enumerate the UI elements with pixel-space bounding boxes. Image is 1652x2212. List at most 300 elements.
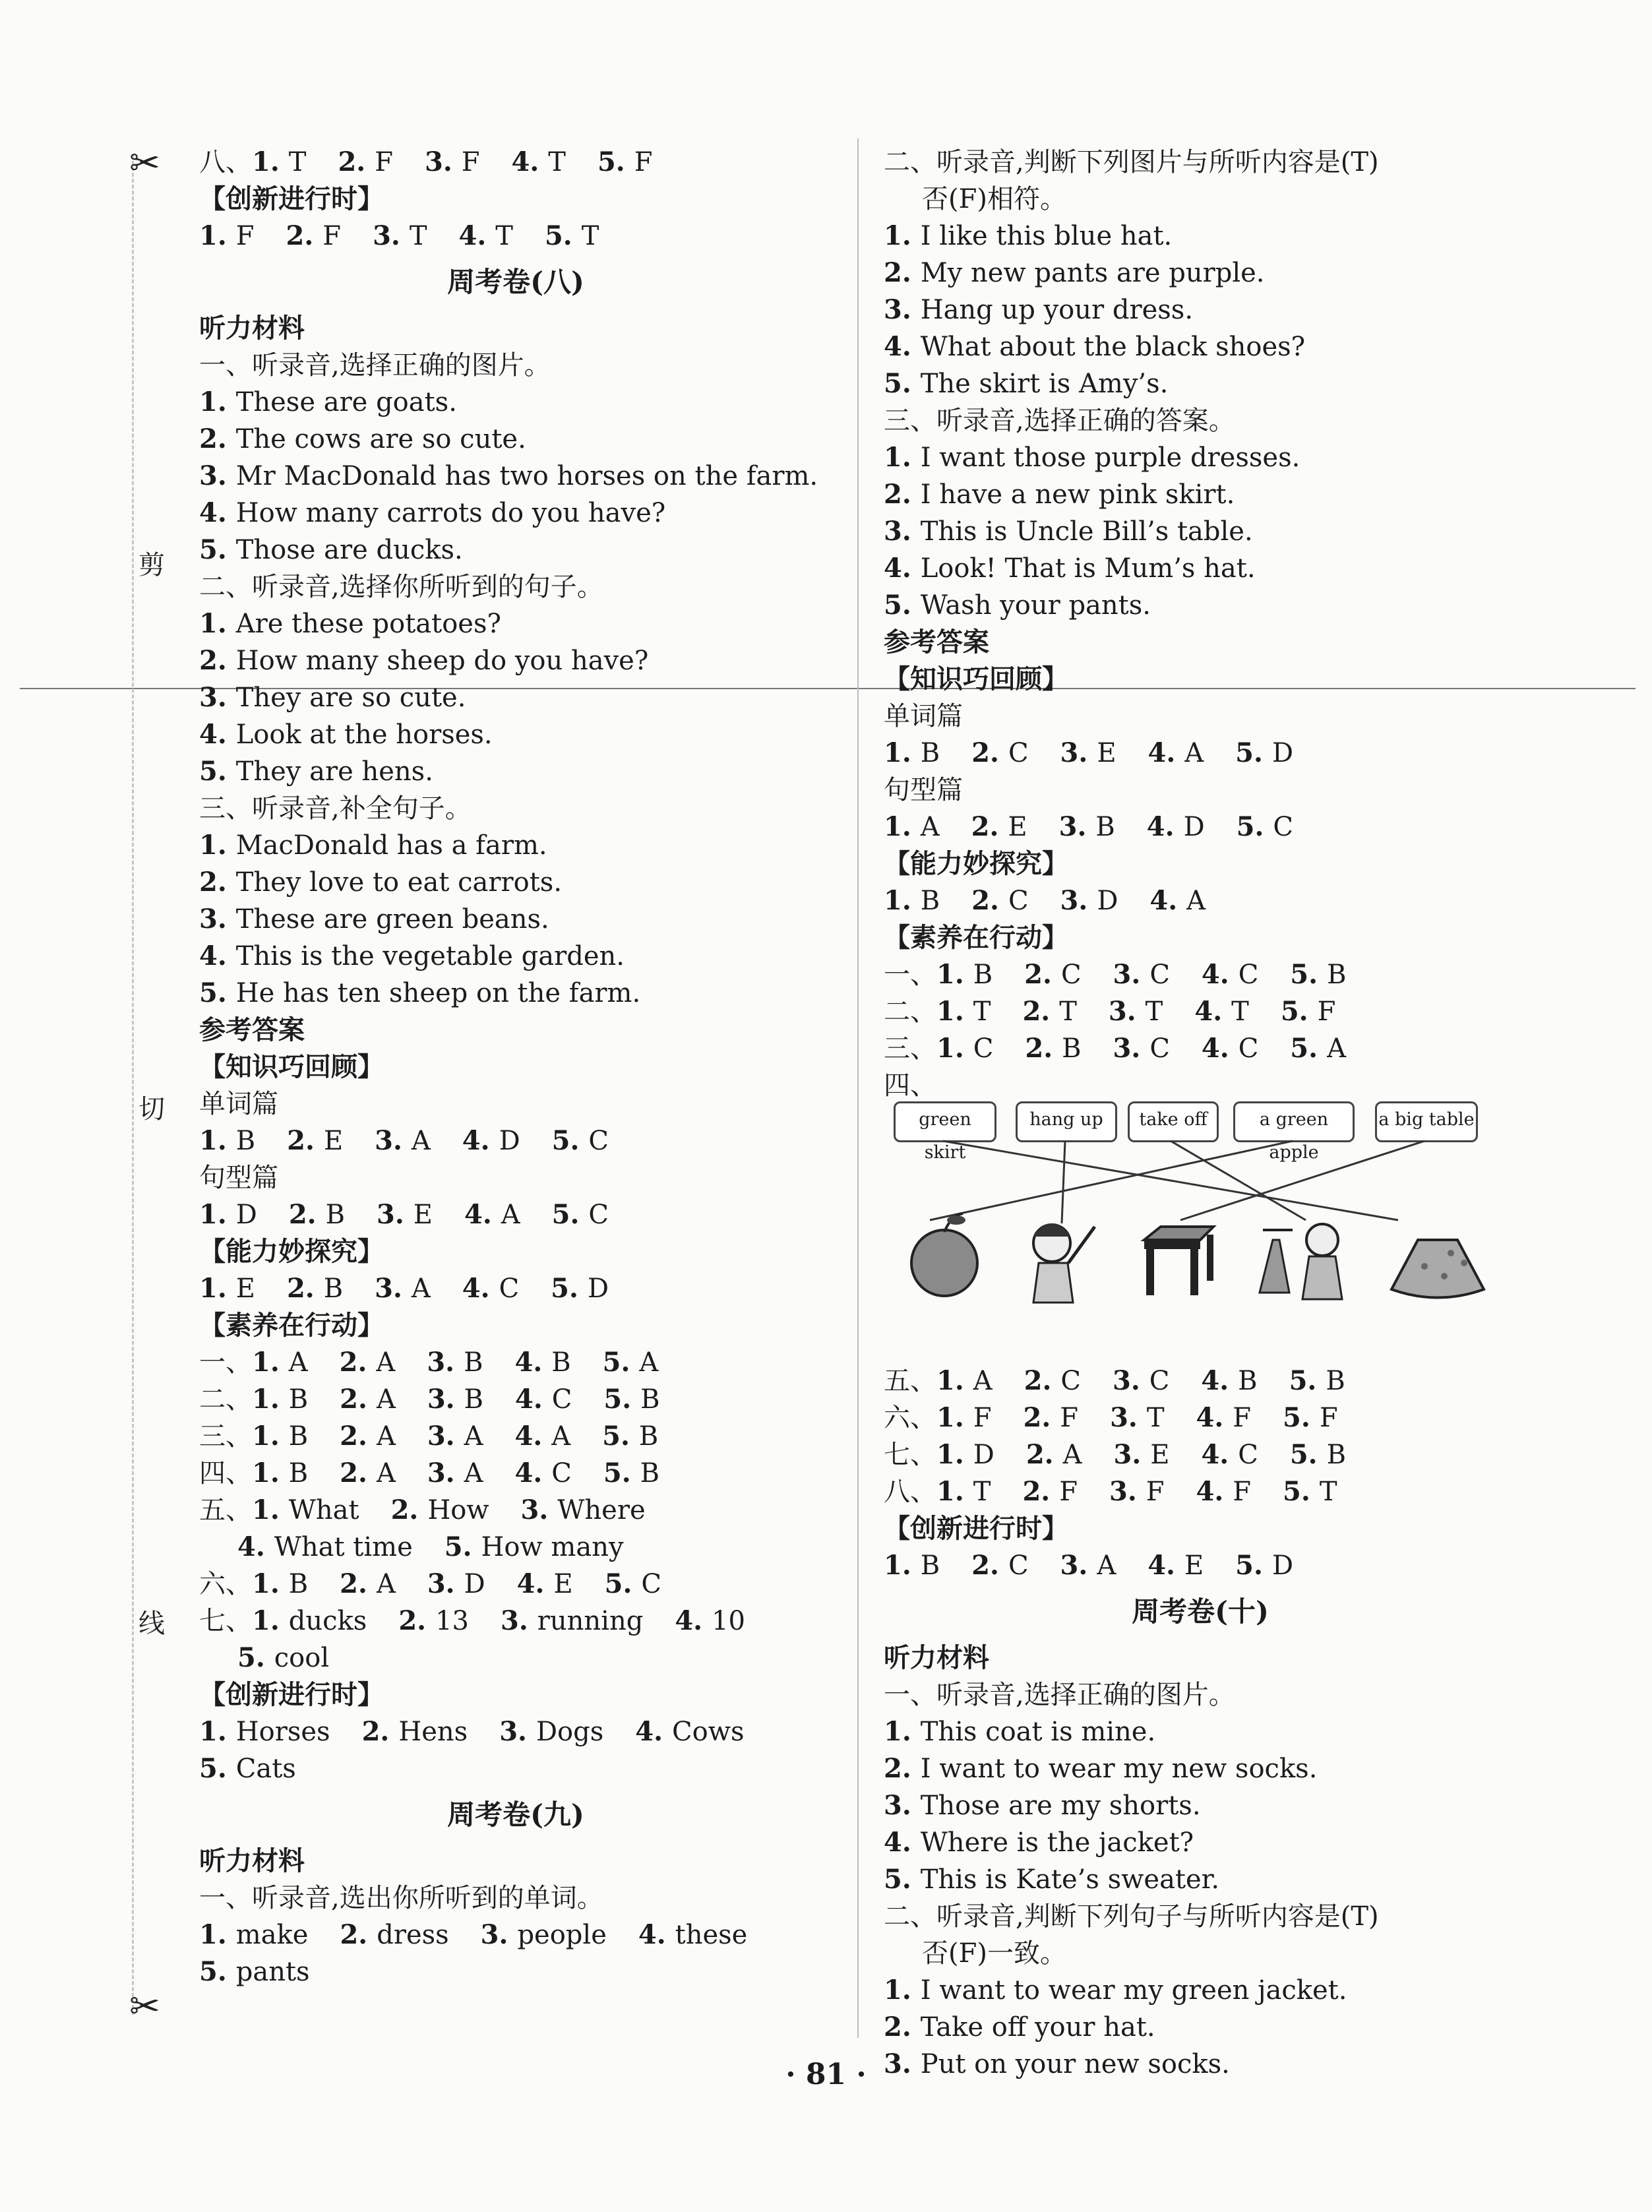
answer-value: B (1326, 1366, 1345, 1396)
answer-number: 3. (1110, 1402, 1138, 1433)
answer-number: 4. (1196, 1402, 1224, 1433)
item-text: Those are my shorts. (920, 1791, 1201, 1821)
answer-number: 1. (199, 1125, 227, 1156)
answer-number: 4. (1194, 996, 1223, 1027)
answer-number: 3. (427, 1458, 455, 1489)
answer-number: 5. (1290, 1033, 1318, 1064)
scissors-icon: ✂ (129, 1985, 160, 2028)
answer-number: 3. (1113, 1439, 1142, 1470)
item-number: 3. (199, 682, 236, 713)
section-heading: 【能力妙探究】 (884, 849, 1068, 879)
skirt-picture (1392, 1240, 1484, 1298)
row-prefix: 六、 (884, 1403, 936, 1433)
answer-number: 5. (237, 1642, 265, 1673)
answer-value: D (1271, 1551, 1294, 1581)
answer-value: B (1062, 1033, 1082, 1064)
answer-number: 4. (516, 1568, 545, 1599)
answer-value: E (323, 1126, 344, 1156)
answer-value: C (1060, 1366, 1082, 1396)
answer-value: B (1326, 1440, 1347, 1470)
answer-number: 4. (1147, 737, 1176, 768)
answer-value: A (639, 1347, 659, 1378)
answer-value: A (411, 1126, 431, 1156)
item-number: 5. (199, 534, 236, 565)
match-word-box: take off (1128, 1101, 1219, 1142)
answer-number: 2. (287, 1125, 315, 1156)
answer-value: F (235, 221, 255, 251)
answer-value: C (1149, 1033, 1170, 1064)
answer-number: 4. (638, 1919, 666, 1950)
answer-number: 2. (1025, 1439, 1054, 1470)
sub-label: 句型篇 (884, 775, 963, 805)
answer-number: 3. (1109, 1476, 1137, 1507)
answer-value: E (1184, 1551, 1204, 1581)
answer-number: 3. (375, 1273, 402, 1304)
answer-number: 1. (252, 1421, 280, 1452)
answer-number: 1. (936, 959, 964, 990)
answer-number: 2. (286, 1273, 315, 1304)
answer-value: T (1146, 1403, 1165, 1433)
question-heading: 二、听录音,判断下列图片与所听内容是(T) (884, 147, 1379, 177)
answer-number: 4. (1149, 885, 1178, 916)
section-heading: 【创新进行时】 (199, 1680, 384, 1710)
answer-number: 2. (1024, 1365, 1052, 1396)
answer-number: 2. (361, 1716, 390, 1747)
answer-number: 3. (377, 1199, 404, 1230)
item-text: Wash your pants. (920, 590, 1151, 621)
answer-number: 2. (971, 885, 999, 916)
answer-value: E (413, 1200, 433, 1230)
item-text: I want to wear my new socks. (920, 1754, 1318, 1784)
answer-value: C (1149, 960, 1170, 990)
answer-value: Cows (672, 1717, 745, 1747)
item-text: Hang up your dress. (920, 295, 1194, 325)
answer-number: 1. (884, 811, 911, 842)
item-number: 2. (884, 1753, 921, 1784)
match-word-box: green skirt (894, 1101, 996, 1142)
answer-value: pants (235, 1957, 310, 1987)
answer-number: 2. (340, 1919, 368, 1950)
answer-value: D (464, 1569, 485, 1599)
answer-value: running (537, 1606, 644, 1636)
section-heading: 参考答案 (199, 1015, 305, 1045)
item-text: How many carrots do you have? (235, 498, 666, 528)
item-text: Put on your new socks. (920, 2049, 1230, 2079)
item-number: 5. (199, 756, 236, 787)
page-number: · 81 · (785, 2058, 867, 2091)
section-heading: 【知识巧回顾】 (884, 664, 1068, 694)
section-heading: 听力材料 (199, 313, 305, 344)
item-text: This is Kate’s sweater. (920, 1864, 1220, 1895)
section-heading: 【素养在行动】 (884, 923, 1068, 953)
answer-value: C (973, 1033, 994, 1064)
item-text: This coat is mine. (920, 1717, 1156, 1747)
item-number: 5. (884, 1864, 921, 1895)
answer-number: 4. (511, 146, 539, 177)
answer-number: 3. (1060, 885, 1088, 916)
answer-value: cool (274, 1643, 330, 1673)
table-picture (1144, 1227, 1213, 1295)
answer-value: 10 (712, 1606, 745, 1636)
item-text: They love to eat carrots. (235, 867, 563, 898)
answer-value: D (1183, 812, 1205, 842)
item-text: Where is the jacket? (920, 1828, 1194, 1858)
answer-number: 4. (464, 1199, 492, 1230)
answer-value: people (517, 1920, 607, 1950)
answer-value: B (920, 886, 940, 916)
section-heading: 【创新进行时】 (199, 184, 384, 214)
answer-number: 4. (514, 1458, 543, 1489)
answer-value: B (1327, 960, 1347, 990)
section-heading: 参考答案 (884, 627, 989, 658)
answer-value: T (581, 221, 599, 251)
answer-number: 2. (338, 146, 366, 177)
answer-number: 3. (427, 1568, 455, 1599)
row-prefix: 三、 (199, 1421, 252, 1452)
answer-number: 1. (936, 996, 964, 1027)
item-number: 1. (884, 1716, 921, 1747)
answer-number: 3. (500, 1605, 528, 1636)
row-prefix: 二、 (199, 1384, 252, 1415)
answer-number: 4. (1196, 1476, 1224, 1507)
answer-value: A (411, 1274, 431, 1304)
item-number: 4. (199, 719, 236, 750)
row-prefix: 八、 (199, 147, 252, 177)
question-heading: 三、听录音,补全句子。 (199, 793, 472, 824)
answer-number: 5. (603, 1458, 631, 1489)
answer-number: 3. (375, 1125, 402, 1156)
answer-value: F (375, 147, 393, 177)
item-number: 3. (199, 460, 236, 491)
answer-value: B (1095, 812, 1115, 842)
answer-number: 5. (602, 1421, 630, 1452)
answer-value: A (1097, 1551, 1117, 1581)
answer-number: 1. (199, 1273, 227, 1304)
question-heading: 二、听录音,选择你所听到的句子。 (199, 572, 603, 602)
answer-number: 5. (544, 220, 572, 251)
answer-number: 4. (514, 1421, 543, 1452)
item-text: Those are ducks. (235, 535, 463, 565)
answer-number: 5. (444, 1531, 472, 1562)
row-prefix: 七、 (884, 1440, 936, 1470)
item-text: The skirt is Amy’s. (920, 369, 1169, 399)
answer-number: 1. (199, 1716, 227, 1747)
answer-number: 2. (1023, 1402, 1051, 1433)
answer-number: 3. (427, 1421, 455, 1452)
answer-value: B (323, 1274, 344, 1304)
item-number: 2. (199, 867, 236, 898)
girl-waving-picture (1033, 1223, 1095, 1303)
answer-number: 3. (1113, 959, 1141, 990)
match-word-box: a big table (1375, 1101, 1478, 1142)
item-number: 1. (884, 1975, 921, 2006)
item-number: 1. (199, 608, 236, 639)
item-number: 3. (884, 516, 921, 547)
answer-value: T (548, 147, 566, 177)
answer-value: E (553, 1569, 573, 1599)
answer-number: 5. (551, 1273, 578, 1304)
answer-number: 4. (635, 1716, 663, 1747)
answer-value: C (499, 1274, 520, 1304)
answer-value: T (288, 147, 307, 177)
answer-value: 13 (435, 1606, 469, 1636)
item-number: 1. (199, 386, 236, 417)
item-text: They are so cute. (235, 683, 466, 713)
answer-number: 4. (1201, 1365, 1229, 1396)
answer-number: 5. (199, 1753, 227, 1784)
answer-value: B (464, 1347, 483, 1378)
answer-value: T (1319, 1477, 1337, 1507)
item-number: 2. (884, 2012, 921, 2043)
answer-value: C (1008, 1551, 1029, 1581)
answer-number: 2. (390, 1494, 419, 1525)
answer-value: A (464, 1458, 483, 1489)
scissors-icon: ✂ (129, 142, 160, 185)
section-heading: 听力材料 (884, 1643, 989, 1673)
answer-value: C (1060, 960, 1082, 990)
answer-number: 4. (458, 220, 487, 251)
answer-value: A (1327, 1033, 1346, 1064)
answer-value: A (1062, 1440, 1082, 1470)
answer-value: A (973, 1366, 993, 1396)
answer-number: 1. (252, 1568, 280, 1599)
answer-number: 4. (1146, 811, 1175, 842)
answer-value: T (973, 1477, 991, 1507)
answer-number: 2. (1025, 1033, 1053, 1064)
answer-value: dress (377, 1920, 449, 1950)
answer-value: Cats (235, 1754, 296, 1784)
answer-value: Where (557, 1495, 646, 1525)
question-heading: 二、听录音,判断下列句子与所听内容是(T) (884, 1901, 1379, 1932)
item-text: How many sheep do you have? (235, 646, 649, 676)
answer-value: B (464, 1384, 483, 1415)
sub-label: 句型篇 (199, 1163, 278, 1193)
item-text: This is Uncle Bill’s table. (920, 516, 1253, 547)
answer-number: 5. (1289, 1365, 1317, 1396)
answer-value: D (1097, 886, 1118, 916)
answer-value: A (376, 1384, 396, 1415)
answer-number: 1. (252, 1494, 280, 1525)
answer-value: D (499, 1126, 520, 1156)
exam-title: 周考卷(八) (447, 266, 584, 298)
answer-value: A (551, 1421, 571, 1452)
item-text: What about the black shoes? (920, 332, 1306, 362)
answer-number: 4. (1201, 1033, 1229, 1064)
answer-value: What time (274, 1532, 413, 1562)
section-heading: 【能力妙探究】 (199, 1237, 384, 1267)
answer-number: 1. (936, 1439, 964, 1470)
answer-number: 4. (237, 1531, 265, 1562)
answer-value: D (587, 1274, 609, 1304)
answer-number: 3. (427, 1384, 455, 1415)
question-heading: 三、听录音,选择正确的答案。 (884, 406, 1235, 436)
section-heading: 听力材料 (199, 1846, 305, 1876)
answer-number: 2. (1024, 959, 1052, 990)
answer-number: 3. (520, 1494, 549, 1525)
answer-value: D (973, 1440, 994, 1470)
answer-number: 1. (884, 1550, 911, 1581)
answer-number: 1. (252, 1384, 280, 1415)
margin-char: 线 (138, 1609, 165, 1639)
answer-value: B (235, 1126, 256, 1156)
answer-value: A (376, 1421, 396, 1452)
answer-value: Dogs (535, 1717, 604, 1747)
answer-number: 1. (252, 1347, 280, 1378)
answer-number: 2. (339, 1347, 367, 1378)
row-prefix: 一、 (199, 1347, 252, 1378)
item-text: I want to wear my green jacket. (920, 1975, 1347, 2006)
answer-value: A (288, 1347, 308, 1378)
answer-value: B (638, 1421, 659, 1452)
row-prefix: 三、 (884, 1033, 936, 1064)
answer-value: C (588, 1126, 609, 1156)
item-text: I like this blue hat. (920, 221, 1173, 251)
answer-number: 4. (514, 1347, 543, 1378)
row-prefix: 一、 (884, 960, 936, 990)
answer-number: 5. (1280, 996, 1308, 1027)
answer-value: C (1238, 1033, 1259, 1064)
row-prefix: 八、 (884, 1477, 936, 1507)
item-number: 3. (884, 2048, 921, 2079)
answer-number: 3. (499, 1716, 527, 1747)
answer-number: 2. (288, 1199, 317, 1230)
item-number: 2. (884, 479, 921, 510)
answer-value: C (641, 1569, 662, 1599)
item-text: Take off your hat. (920, 2012, 1155, 2043)
answer-number: 3. (424, 146, 452, 177)
question-heading: 一、听录音,选择正确的图片。 (199, 350, 551, 381)
item-text: Look at the horses. (235, 720, 493, 750)
answer-value: How many (481, 1532, 624, 1562)
answer-number: 2. (286, 220, 314, 251)
answer-value: C (1149, 1366, 1170, 1396)
answer-value: F (1319, 1403, 1338, 1433)
match-line (1062, 1141, 1065, 1223)
item-number: 5. (199, 977, 236, 1008)
answer-value: B (551, 1347, 571, 1378)
answer-value: B (1238, 1366, 1258, 1396)
answer-number: 3. (1058, 811, 1087, 842)
item-number: 2. (199, 423, 236, 454)
answer-number: 5. (604, 1568, 632, 1599)
row-prefix: 四、 (884, 1070, 936, 1101)
answer-number: 5. (1235, 737, 1263, 768)
answer-number: 3. (1060, 1550, 1088, 1581)
item-text: Mr MacDonald has two horses on the farm. (235, 461, 818, 491)
answer-value: E (1150, 1440, 1170, 1470)
answer-number: 1. (199, 1199, 227, 1230)
question-heading: 一、听录音,选出你所听到的单词。 (199, 1883, 603, 1913)
match-line (1180, 1141, 1424, 1220)
answer-number: 5. (1289, 1439, 1318, 1470)
answer-number: 5. (1290, 959, 1318, 990)
sub-label: 单词篇 (884, 701, 963, 731)
item-text: MacDonald has a farm. (235, 830, 547, 861)
answer-value: B (288, 1569, 309, 1599)
answer-number: 3. (1113, 1365, 1140, 1396)
answer-value: B (973, 960, 993, 990)
answer-number: 3. (480, 1919, 508, 1950)
answer-value: How (427, 1495, 489, 1525)
match-word-box: a green apple (1233, 1101, 1355, 1142)
item-text: These are goats. (235, 387, 457, 417)
row-prefix: 七、 (199, 1606, 252, 1636)
answer-number: 2. (340, 1384, 367, 1415)
answer-number: 4. (1201, 959, 1229, 990)
answer-value: B (288, 1421, 309, 1452)
item-number: 4. (884, 553, 921, 584)
question-heading: 否(F)一致。 (922, 1938, 1066, 1969)
answer-number: 2. (340, 1458, 367, 1489)
answer-number: 1. (884, 885, 911, 916)
answer-number: 3. (373, 220, 400, 251)
answer-value: F (1233, 1477, 1252, 1507)
item-text: Look! That is Mum’s hat. (920, 553, 1256, 584)
answer-value: A (376, 1458, 396, 1489)
answer-value: F (461, 147, 480, 177)
answer-number: 4. (1201, 1439, 1229, 1470)
item-number: 3. (199, 904, 236, 935)
item-number: 4. (884, 1827, 921, 1858)
answer-number: 1. (936, 1033, 964, 1064)
answer-value: Hens (398, 1717, 468, 1747)
answer-value: B (640, 1384, 660, 1415)
item-text: I have a new pink skirt. (920, 479, 1235, 510)
match-word-box: hang up (1016, 1101, 1117, 1142)
sub-label: 单词篇 (199, 1089, 278, 1119)
answer-value: F (322, 221, 342, 251)
answer-number: 3. (1108, 996, 1136, 1027)
answer-number: 4. (675, 1605, 703, 1636)
answer-value: T (1231, 997, 1249, 1027)
exam-title: 周考卷(十) (1132, 1595, 1269, 1628)
answer-number: 4. (515, 1384, 543, 1415)
answer-value: T (409, 221, 427, 251)
answer-value: T (1059, 997, 1077, 1027)
item-number: 4. (199, 497, 236, 528)
item-number: 1. (884, 442, 921, 473)
answer-value: B (640, 1458, 660, 1489)
answer-number: 5. (1283, 1476, 1310, 1507)
answer-value: C (551, 1384, 572, 1415)
answer-number: 5. (551, 1199, 580, 1230)
item-number: 2. (884, 257, 921, 288)
answer-value: T (495, 221, 513, 251)
answer-value: E (1097, 738, 1117, 768)
answer-value: C (1238, 1440, 1258, 1470)
answer-value: F (973, 1403, 992, 1433)
answer-value: C (551, 1458, 572, 1489)
answer-number: 5. (597, 146, 625, 177)
answer-number: 1. (252, 1458, 280, 1489)
margin-char: 切 (138, 1094, 165, 1124)
item-text: These are green beans. (235, 904, 549, 935)
answer-value: What (288, 1495, 359, 1525)
answer-number: 3. (427, 1347, 455, 1378)
answer-number: 3. (1060, 737, 1088, 768)
item-text: This is the vegetable garden. (235, 941, 625, 971)
answer-value: F (1317, 997, 1336, 1027)
answer-number: 3. (1113, 1033, 1141, 1064)
answer-value: ducks (288, 1606, 367, 1636)
answer-value: F (1146, 1477, 1165, 1507)
answer-value: B (920, 738, 940, 768)
exam-title: 周考卷(九) (447, 1798, 584, 1831)
answer-number: 1. (936, 1402, 964, 1433)
item-number: 3. (884, 1790, 921, 1821)
item-text: I want those purple dresses. (920, 443, 1300, 473)
answer-number: 5. (551, 1125, 580, 1156)
